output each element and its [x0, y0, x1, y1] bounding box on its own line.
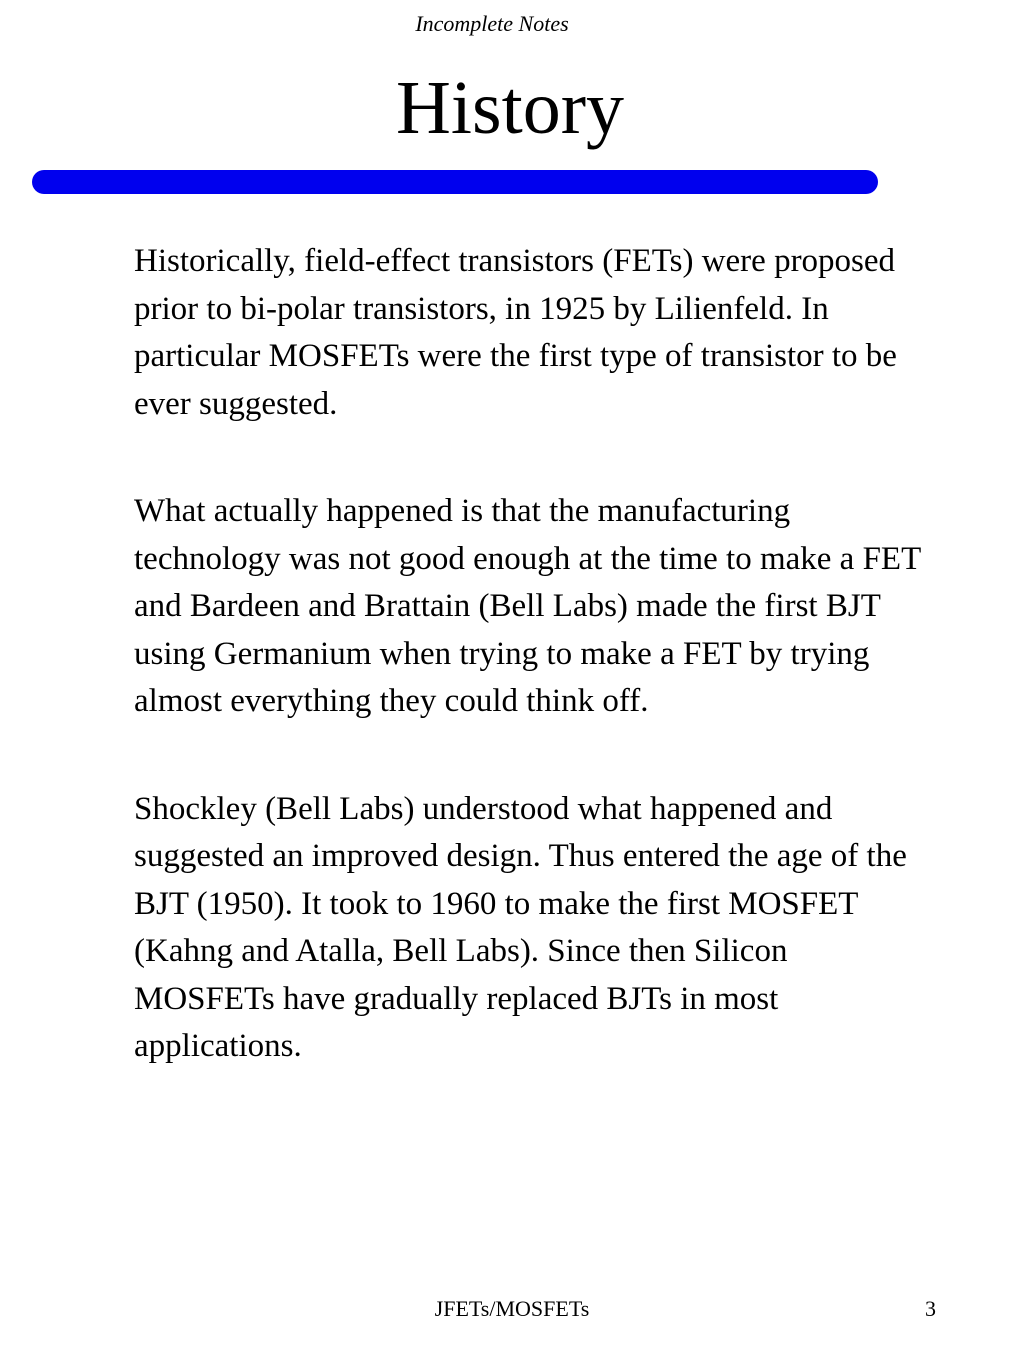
- slide-body: [134, 238, 924, 1131]
- footer-label: JFETs/MOSFETs: [434, 1296, 590, 1321]
- paragraph-history-intro: Historically, field-effect transistors (FETs) were proposed prior to bi-polar transistors, in 1925 by Lilienfeld. In particular MOSFETs were the first type of transistor to be ever suggested.: [134, 243, 897, 422]
- paragraph-mosfet-era: Shockley (Bell Labs) understood what happened and suggested an improved design. Thus entered the age of the BJT (1950). It took to 1960 to make the first MOSFET (Kahng and Atalla, Bell Labs). Since then Silicon MOSFETs have gradually replaced BJTs in most applications.: [134, 790, 907, 1064]
- header-note: Incomplete Notes: [415, 11, 569, 36]
- paragraph-first-bjt: What actually happened is that the manufacturing technology was not good enough at the time to make a FET and Bardeen and Brattain (Bell Labs) made the first BJT using Germanium when trying to make a FET by trying almost everything they could think off.: [134, 493, 921, 719]
- slide-title: History: [396, 66, 624, 150]
- page-number: 3: [925, 1296, 936, 1321]
- title-underline-bar: [32, 170, 878, 194]
